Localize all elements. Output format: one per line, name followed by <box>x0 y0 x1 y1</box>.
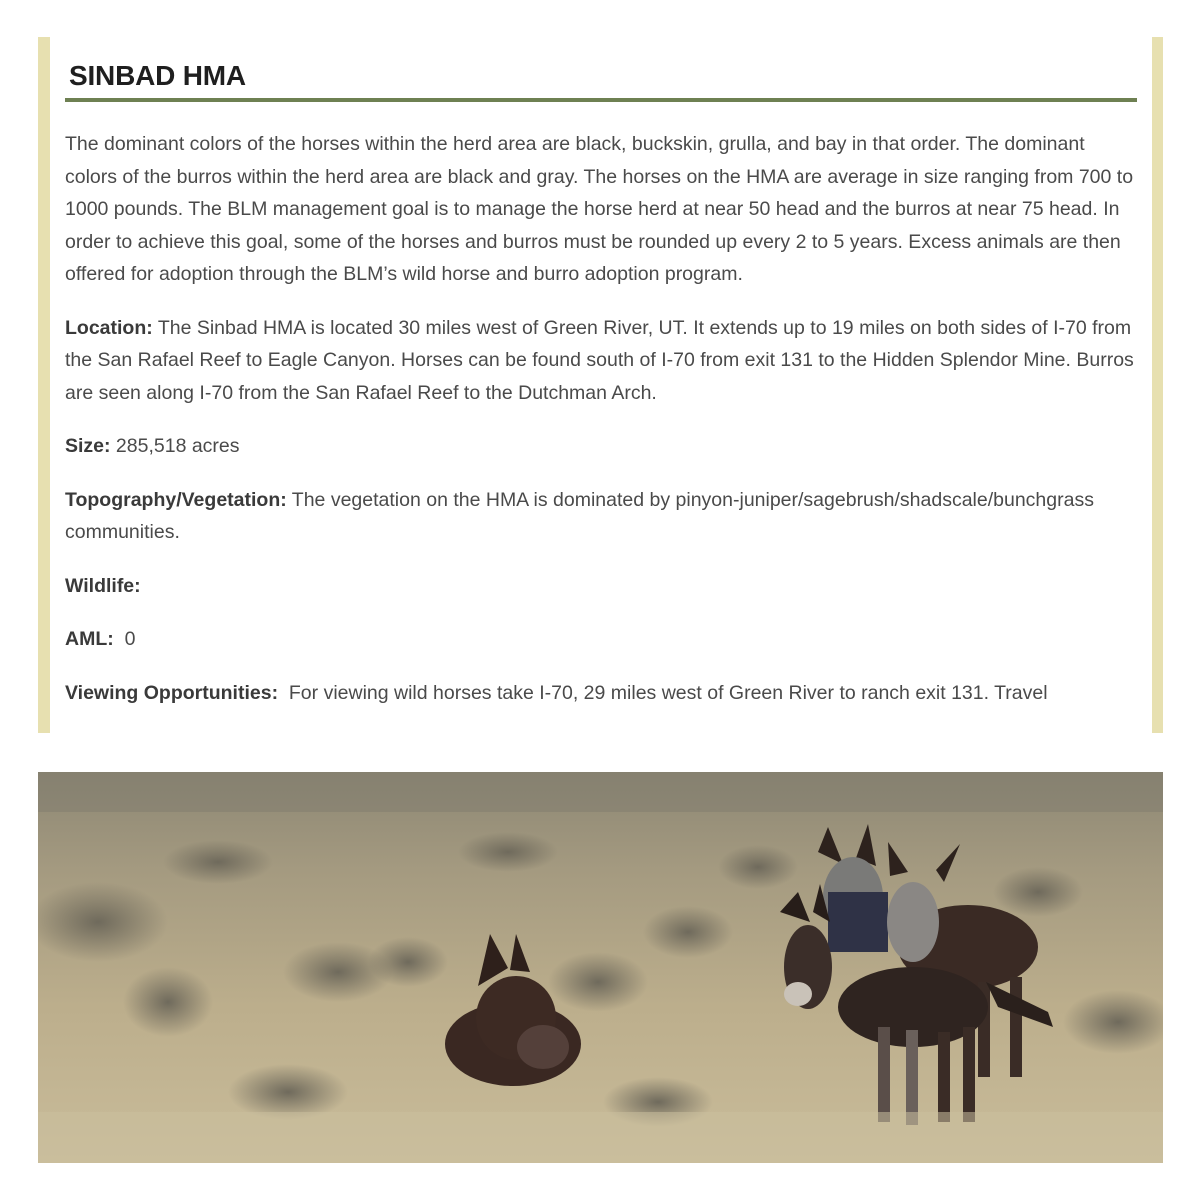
size-label: Size: <box>65 435 111 457</box>
burros-photo-illustration <box>38 772 1163 1163</box>
aml-label: AML: <box>65 628 114 650</box>
burros-photo <box>38 772 1163 1163</box>
wildlife-paragraph <box>65 570 1137 603</box>
aml-paragraph <box>65 623 1137 656</box>
viewing-text: For viewing wild horses take I-70, 29 miles west of Green River to ranch exit 131. Travel <box>278 681 1048 704</box>
size-text: 285,518 acres <box>110 435 240 457</box>
wildlife-label: Wildlife: <box>65 574 141 597</box>
location-paragraph <box>65 312 1137 410</box>
aml-text: 0 <box>113 628 136 650</box>
article-card <box>50 37 1152 733</box>
intro-paragraph: The dominant colors of the horses within the herd area are black, buckskin, grulla, and bay in that order. The dominant colors of the burros within the herd area are black and gray. The horses on the HMA are average in size ranging from 700 to 1000 pounds. The BLM management goal is to manage the horse herd at near 50 head and the burros at near 75 head. In order to achieve this goal, some of the horses and burros must be rounded up every 2 to 5 years. Excess animals are then offered for adoption through the BLM’s wild horse and burro adoption program. <box>65 133 1134 285</box>
topography-paragraph <box>65 484 1137 549</box>
topography-label: Topography/Vegetation: <box>65 488 287 511</box>
title-divider <box>65 98 1137 102</box>
location-label: Location: <box>65 316 153 339</box>
article-content <box>65 60 1137 730</box>
size-paragraph <box>65 430 1137 463</box>
document-screenshot <box>38 37 1163 733</box>
viewing-paragraph <box>65 677 1137 710</box>
topography-text: The vegetation on the HMA is dominated by pinyon-juniper/sagebrush/shadscale/bunchgrass communities. <box>65 488 1094 543</box>
page-title: SINBAD HMA <box>69 60 246 91</box>
viewing-label: Viewing Opportunities: <box>65 681 279 704</box>
location-text: The Sinbad HMA is located 30 miles west of Green River, UT. It extends up to 19 miles on both sides of I-70 from the San Rafael Reef to Eagle Canyon. Horses can be found south of I-70 from exit 131 to the Hidden Splendor Mine. Burros are seen along I-70 from the San Rafael Reef to the Dutchman Arch. <box>65 316 1134 404</box>
